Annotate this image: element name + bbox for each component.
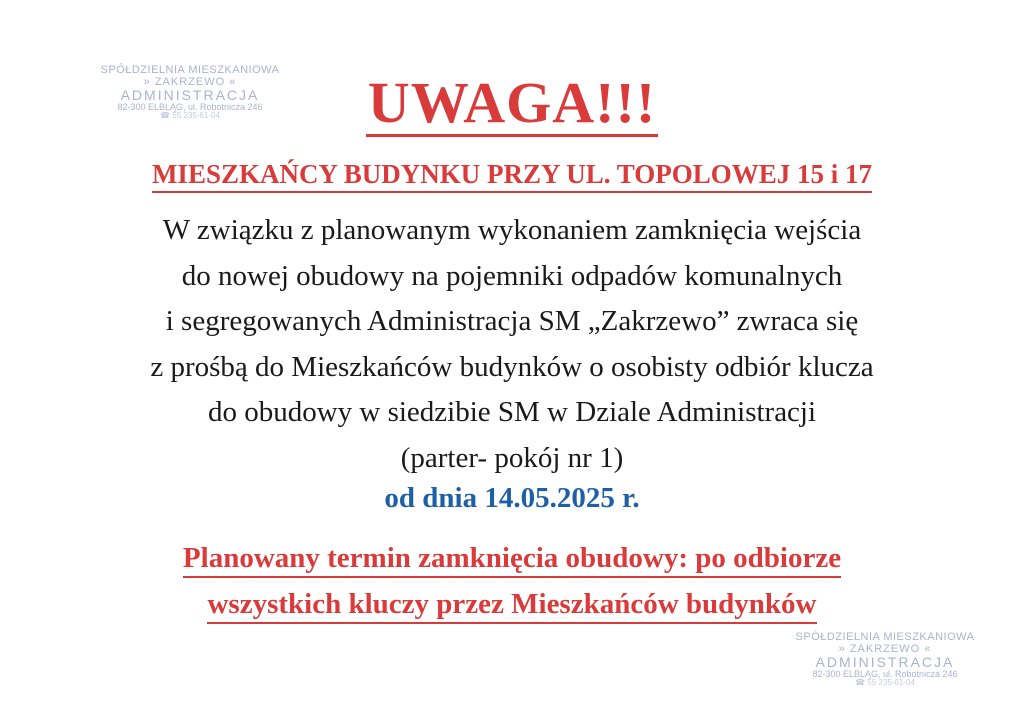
stamp-line-administration: ADMINISTRACJA xyxy=(815,654,955,671)
stamp-line-address: 82-300 ELBLĄG, ul. Robotnicza 246 xyxy=(117,101,263,112)
body-line: i segregowanych Administracja SM „Zakrzewo” zwraca się xyxy=(165,305,859,337)
start-date: od dnia 14.05.2025 r. xyxy=(384,482,640,514)
stamp-line-phone: ☎ 55 235-61-04 xyxy=(160,111,220,121)
notice-title xyxy=(0,72,1024,137)
administration-stamp-bottom xyxy=(790,632,980,688)
body-line: W związku z planowanym wykonaniem zamknięcia wejścia xyxy=(162,214,862,246)
closing-note-text: Planowany termin zamknięcia obudowy: po odbiorze xyxy=(183,540,841,578)
closing-note-line xyxy=(0,535,1024,581)
closing-note-line xyxy=(0,581,1024,627)
notice-title-text: UWAGA!!! xyxy=(367,70,657,135)
stamp-line-address: 82-300 ELBLĄG, ul. Robotnicza 246 xyxy=(812,668,958,679)
body-line: z prośbą do Mieszkańców budynków o osobisty odbiór klucza xyxy=(150,350,874,383)
stamp-line-name: » ZAKRZEWO « xyxy=(143,75,237,88)
body-line: do nowej obudowy na pojemniki odpadów komunalnych xyxy=(181,259,843,292)
stamp-line-phone: ☎ 55 235-61-04 xyxy=(855,678,915,688)
closing-note xyxy=(0,535,1024,627)
stamp-line-cooperative: SPÓŁDZIELNIA MIESZKANIOWA xyxy=(795,631,975,643)
stamp-line-name: » ZAKRZEWO « xyxy=(838,642,932,655)
closing-note-text: wszystkich kluczy przez Mieszkańców budynków xyxy=(207,586,816,624)
body-line: (parter- pokój nr 1) xyxy=(400,441,624,474)
stamp-line-administration: ADMINISTRACJA xyxy=(120,87,260,104)
stamp-line-cooperative: SPÓŁDZIELNIA MIESZKANIOWA xyxy=(100,64,280,76)
notice-subtitle-text: MIESZKAŃCY BUDYNKU PRZY UL. TOPOLOWEJ 15 i 17 xyxy=(152,158,872,193)
notice-subtitle xyxy=(0,158,1024,193)
notice-body xyxy=(60,208,964,481)
body-line: do obudowy w siedzibie SM w Dziale Administracji xyxy=(207,396,817,428)
